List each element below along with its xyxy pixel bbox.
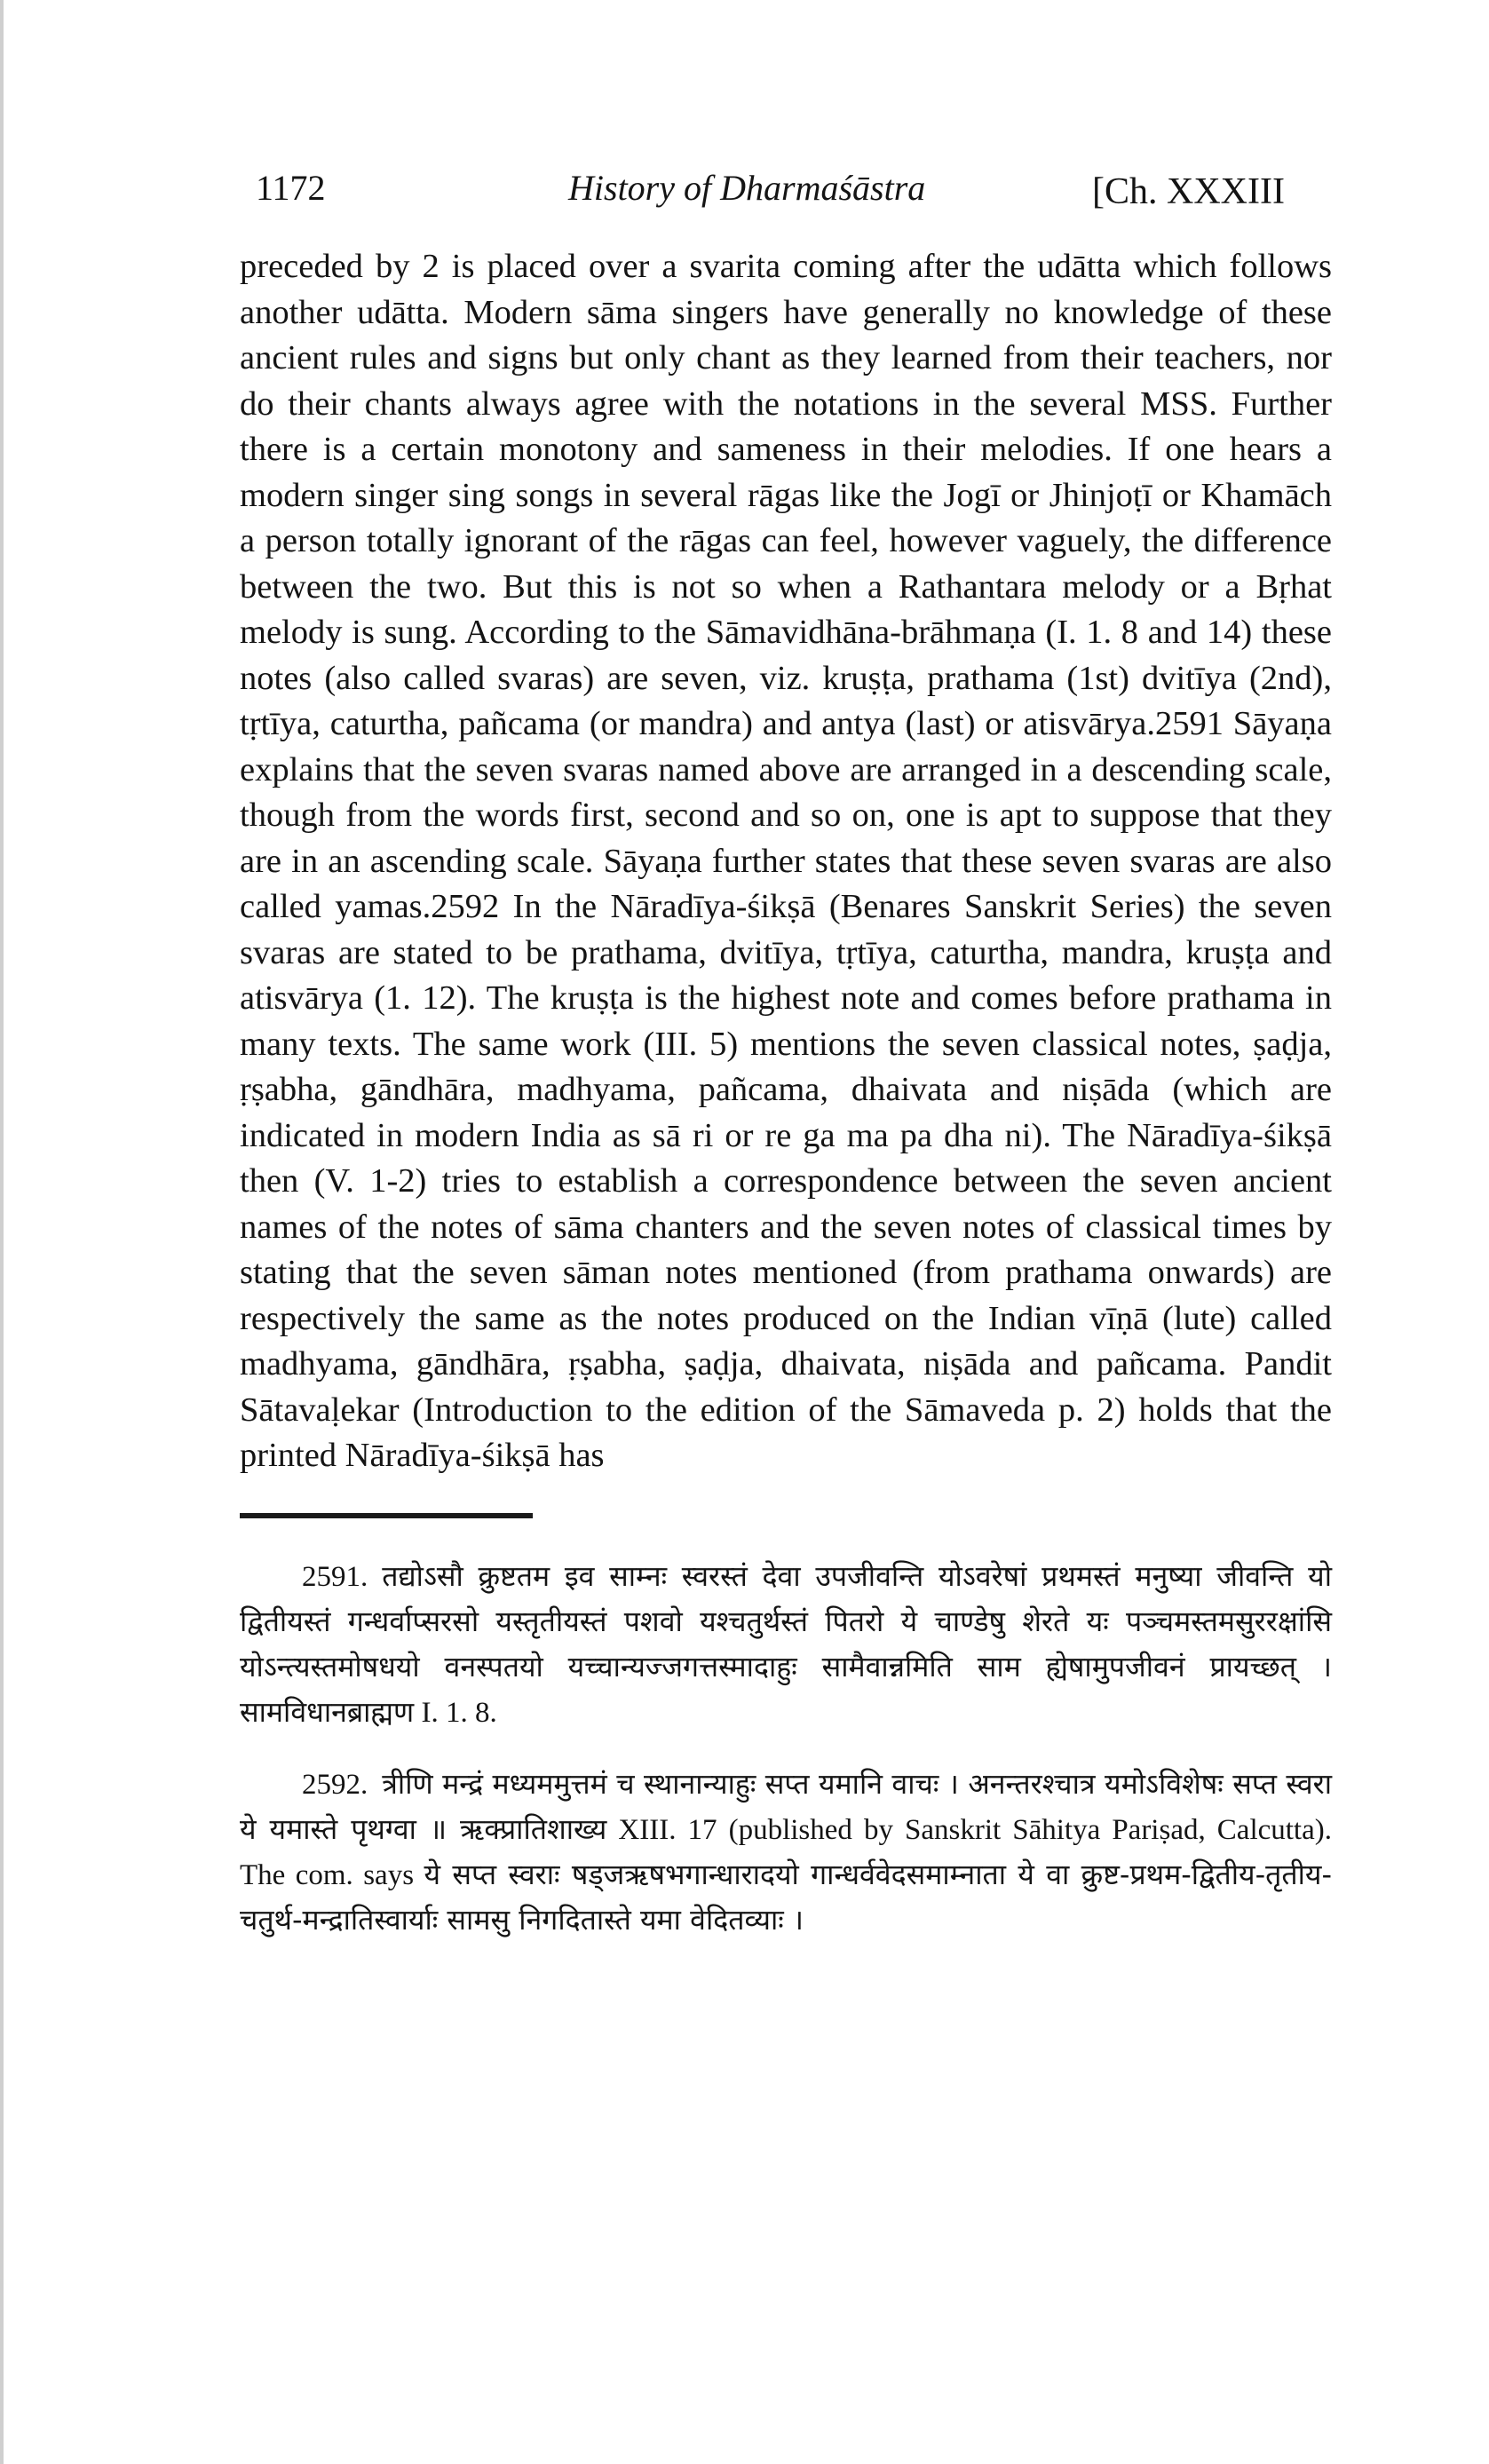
footnote-reference: XIII. 17 (published by Sanskrit Sāhitya Pariṣad, Calcutta). The com. says	[240, 1813, 1332, 1891]
page-header	[240, 160, 1332, 222]
footnote-rule	[240, 1513, 533, 1518]
footnote-number: 2591.	[302, 1560, 368, 1593]
footnote-sanskrit-text: त्रीणि मन्द्रं मध्यममुत्तमं च स्थानान्याहुः सप्त यमानि वाचः । अनन्तरश्चात्र यमोऽविशेषः सप्त स्वरा ये यमास्ते पृथग्वा ॥ ऋक्प्रातिशाख्य	[240, 1766, 1332, 1846]
scan-edge	[0, 0, 4, 2464]
footnote-2592	[240, 1762, 1332, 1943]
footnote-2591	[240, 1554, 1332, 1735]
running-title: History of Dharmaśāstra	[568, 168, 926, 208]
chapter-label: [Ch. XXXIII	[1092, 171, 1285, 212]
footnote-commentary-text: ये सप्त स्वराः षड्जऋषभगान्धारादयो गान्धर्ववेदसमाम्नाता ये वा क्रुष्ट-प्रथम-द्वितीय-तृतीय-चतुर्थ-मन्द्रातिस्वार्याः सामसु निगदितास्ते यमा वेदितव्याः ।	[240, 1857, 1333, 1937]
body-paragraph: preceded by 2 is placed over a svarita coming after the udātta which follows another udātta. Modern sāma singers have generally no knowledge of these ancient rules and signs but only chant as they learned from their teachers, nor do their chants always agree with the notations in the several MSS. Further there is a certain monotony and sameness in their melodies. If one hears a modern singer sing songs in several rāgas like the Jogī or Jhinjoṭī or Khamāch a person totally ignorant of the rāgas can feel, however vaguely, the difference between the two. But this is not so when a Rathantara melody or a Bṛhat melody is sung. According to the Sāmavidhāna-brāhmaṇa (I. 1. 8 and 14) these notes (also called svaras) are seven, viz. kruṣṭa, prathama (1st) dvitīya (2nd), tṛtīya, caturtha, pañcama (or mandra) and antya (last) or atisvārya.2591 Sāyaṇa explains that the seven svaras named above are arranged in a descending scale, though from the words first, second and so on, one is apt to suppose that they are in an ascending scale. Sāyaṇa further states that these seven svaras are also called yamas.2592 In the Nāradīya-śikṣā (Benares Sanskrit Series) the seven svaras are stated to be prathama, dvitīya, tṛtīya, caturtha, mandra, kruṣṭa and atisvārya (1. 12). The kruṣṭa is the highest note and comes before prathama in many texts. The same work (III. 5) mentions the seven classical notes, ṣaḍja, ṛṣabha, gāndhāra, madhyama, pañcama, dhaivata and niṣāda (which are indicated in modern India as sā ri or re ga ma pa dha ni). The Nāradīya-śikṣā then (V. 1-2) tries to establish a correspondence between the seven ancient names of the notes of sāma chanters and the seven notes of classical times by stating that the seven sāman notes mentioned (from prathama onwards) are respectively the same as the notes produced on the Indian vīṇā (lute) called madhyama, gāndhāra, ṛṣabha, ṣaḍja, dhaivata, niṣāda and pañcama. Pandit Sātavaḷekar (Introduction to the edition of the Sāmaveda p. 2) holds that the printed Nāradīya-śikṣā has	[240, 248, 1332, 1474]
footnote-reference: I. 1. 8.	[421, 1696, 497, 1729]
footnote-sanskrit-text: तद्योऽसौ क्रुष्टतम इव साम्नः स्वरस्तं देवा उपजीवन्ति योऽवरेषां प्रथमस्तं मनुष्या जीवन्ति यो द्वितीयस्तं गन्धर्वाप्सरसो यस्तृतीयस्तं पशवो यश्चतुर्थस्तं पितरो ये चाण्डेषु शेरते यः पञ्चमस्तमसुररक्षांसि योऽन्त्यस्तमोषधयो वनस्पतयो यच्चान्यज्जगत्तस्मादाहुः सामैवान्नमिति साम ह्येषामुपजीवनं प्रायच्छत् । सामविधानब्राह्मण	[240, 1558, 1332, 1729]
page-number: 1172	[256, 168, 326, 208]
footnote-number: 2592.	[302, 1768, 368, 1801]
book-page	[240, 160, 1332, 1969]
